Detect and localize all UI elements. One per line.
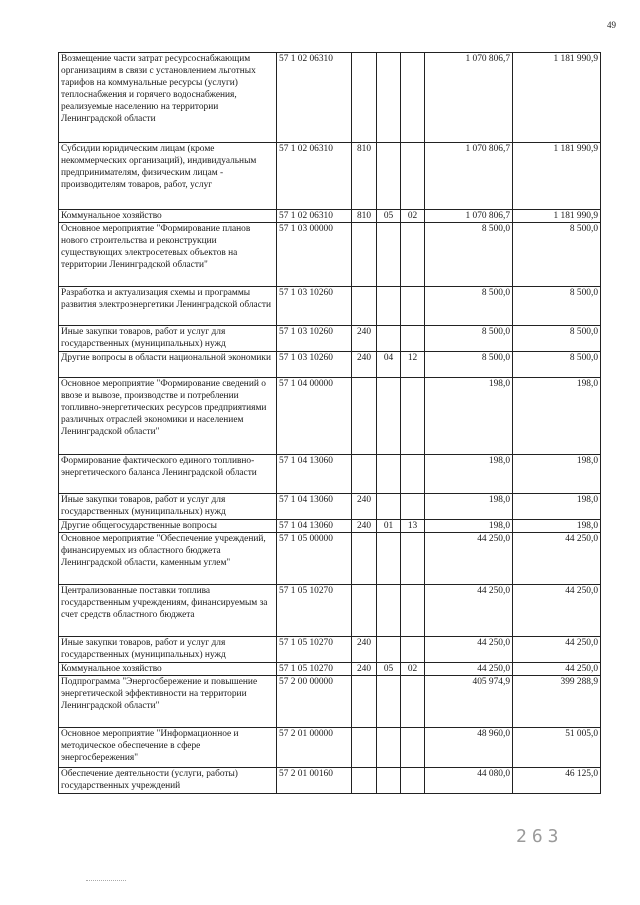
- row-amount-year1: 198,0: [425, 494, 513, 520]
- row-subsection: [401, 585, 425, 637]
- row-subsection: [401, 494, 425, 520]
- table-row: [59, 585, 601, 637]
- row-name: Другие вопросы в области национальной экономики: [59, 352, 277, 378]
- row-amount-year2: 8 500,0: [513, 223, 601, 287]
- row-section: [377, 378, 401, 455]
- table-row: [59, 326, 601, 352]
- table-row: [59, 663, 601, 676]
- row-amount-year2: 1 181 990,9: [513, 143, 601, 210]
- row-subsection: [401, 637, 425, 663]
- row-target-code: 57 2 01 00160: [277, 768, 352, 794]
- budget-table: [58, 52, 601, 794]
- row-amount-year2: 1 181 990,9: [513, 53, 601, 143]
- row-target-code: 57 1 05 10270: [277, 663, 352, 676]
- row-target-code: 57 2 00 00000: [277, 676, 352, 728]
- row-section: [377, 728, 401, 768]
- table-row: [59, 728, 601, 768]
- row-target-code: 57 1 04 13060: [277, 455, 352, 494]
- row-section: [377, 223, 401, 287]
- row-name: Основное мероприятие "Обеспечение учреждений, финансируемых из областного бюджета Ленинградской области, каменным углем": [59, 533, 277, 585]
- row-section: [377, 533, 401, 585]
- row-name: Централизованные поставки топлива государственным учреждениям, финансируемым за счет средств областного бюджета: [59, 585, 277, 637]
- row-amount-year2: 44 250,0: [513, 533, 601, 585]
- row-subsection: 12: [401, 352, 425, 378]
- table-row: [59, 455, 601, 494]
- row-expense-type: [352, 455, 377, 494]
- row-section: [377, 494, 401, 520]
- row-expense-type: 240: [352, 520, 377, 533]
- row-subsection: [401, 287, 425, 326]
- row-target-code: 57 1 02 06310: [277, 210, 352, 223]
- row-expense-type: [352, 533, 377, 585]
- row-section: 05: [377, 663, 401, 676]
- row-amount-year2: 198,0: [513, 494, 601, 520]
- row-target-code: 57 1 04 13060: [277, 520, 352, 533]
- row-section: [377, 637, 401, 663]
- row-subsection: 02: [401, 663, 425, 676]
- row-amount-year2: 51 005,0: [513, 728, 601, 768]
- row-expense-type: [352, 728, 377, 768]
- row-subsection: [401, 533, 425, 585]
- row-expense-type: [352, 378, 377, 455]
- row-subsection: [401, 378, 425, 455]
- row-section: [377, 768, 401, 794]
- row-amount-year1: 1 070 806,7: [425, 53, 513, 143]
- row-amount-year1: 405 974,9: [425, 676, 513, 728]
- row-section: [377, 455, 401, 494]
- footer-marks: [86, 880, 126, 881]
- row-amount-year1: 1 070 806,7: [425, 210, 513, 223]
- row-amount-year2: 8 500,0: [513, 326, 601, 352]
- row-amount-year2: 44 250,0: [513, 585, 601, 637]
- row-subsection: [401, 455, 425, 494]
- row-amount-year2: 8 500,0: [513, 287, 601, 326]
- row-amount-year1: 198,0: [425, 455, 513, 494]
- table-row: [59, 287, 601, 326]
- row-amount-year1: 8 500,0: [425, 287, 513, 326]
- row-expense-type: 240: [352, 494, 377, 520]
- row-name: Формирование фактического единого топливно-энергетического баланса Ленинградской области: [59, 455, 277, 494]
- row-amount-year1: 8 500,0: [425, 223, 513, 287]
- table-row: [59, 378, 601, 455]
- row-target-code: 57 1 04 13060: [277, 494, 352, 520]
- row-name: Основное мероприятие "Информационное и методическое обеспечение в сфере энергосбережения": [59, 728, 277, 768]
- row-amount-year2: 198,0: [513, 378, 601, 455]
- table-row: [59, 533, 601, 585]
- row-expense-type: 810: [352, 210, 377, 223]
- row-amount-year2: 1 181 990,9: [513, 210, 601, 223]
- row-amount-year2: 46 125,0: [513, 768, 601, 794]
- row-amount-year1: 44 250,0: [425, 637, 513, 663]
- row-amount-year2: 44 250,0: [513, 637, 601, 663]
- row-subsection: [401, 223, 425, 287]
- row-section: 01: [377, 520, 401, 533]
- row-expense-type: [352, 676, 377, 728]
- row-amount-year1: 44 250,0: [425, 585, 513, 637]
- row-name: Основное мероприятие "Формирование сведений о ввозе и вывозе, производстве и потреблении топливно-энергетических ресурсов предприятиями различных отраслей экономики и населением Ленинградской области": [59, 378, 277, 455]
- row-amount-year2: 198,0: [513, 455, 601, 494]
- table-row: [59, 494, 601, 520]
- row-target-code: 57 1 02 06310: [277, 143, 352, 210]
- row-section: [377, 326, 401, 352]
- table-row: [59, 637, 601, 663]
- row-expense-type: 240: [352, 326, 377, 352]
- row-target-code: 57 1 04 00000: [277, 378, 352, 455]
- row-amount-year1: 8 500,0: [425, 352, 513, 378]
- row-expense-type: [352, 223, 377, 287]
- row-target-code: 57 1 02 06310: [277, 53, 352, 143]
- row-expense-type: 240: [352, 637, 377, 663]
- row-amount-year1: 44 250,0: [425, 533, 513, 585]
- row-name: Субсидии юридическим лицам (кроме некоммерческих организаций), индивидуальным предпринимателям, физическим лицам - производителям товаров, работ, услуг: [59, 143, 277, 210]
- row-expense-type: [352, 287, 377, 326]
- row-name: Иные закупки товаров, работ и услуг для государственных (муниципальных) нужд: [59, 637, 277, 663]
- table-row: [59, 768, 601, 794]
- row-name: Возмещение части затрат ресурсоснабжающим организациям в связи с установлением льготных тарифов на коммунальные ресурсы (услуги) теплоснабжения и горячего водоснабжения, реализуемые населению на территории Ленинградской области: [59, 53, 277, 143]
- row-section: [377, 143, 401, 210]
- row-amount-year2: 198,0: [513, 520, 601, 533]
- row-amount-year1: 48 960,0: [425, 728, 513, 768]
- row-name: Разработка и актуализация схемы и программы развития электроэнергетики Ленинградской области: [59, 287, 277, 326]
- row-subsection: 13: [401, 520, 425, 533]
- row-amount-year2: 8 500,0: [513, 352, 601, 378]
- row-subsection: [401, 768, 425, 794]
- row-target-code: 57 1 03 00000: [277, 223, 352, 287]
- row-amount-year1: 1 070 806,7: [425, 143, 513, 210]
- row-name: Иные закупки товаров, работ и услуг для государственных (муниципальных) нужд: [59, 326, 277, 352]
- table-row: [59, 352, 601, 378]
- row-name: Коммунальное хозяйство: [59, 663, 277, 676]
- row-name: Подпрограмма "Энергосбережение и повышение энергетической эффективности на территории Ленинградской области": [59, 676, 277, 728]
- row-target-code: 57 1 03 10260: [277, 352, 352, 378]
- row-expense-type: 240: [352, 663, 377, 676]
- table-row: [59, 676, 601, 728]
- row-section: [377, 676, 401, 728]
- row-amount-year2: 44 250,0: [513, 663, 601, 676]
- row-amount-year1: 8 500,0: [425, 326, 513, 352]
- row-subsection: 02: [401, 210, 425, 223]
- table-row: [59, 143, 601, 210]
- row-target-code: 57 2 01 00000: [277, 728, 352, 768]
- row-name: Другие общегосударственные вопросы: [59, 520, 277, 533]
- table-row: [59, 210, 601, 223]
- row-subsection: [401, 53, 425, 143]
- row-target-code: 57 1 03 10260: [277, 287, 352, 326]
- row-subsection: [401, 676, 425, 728]
- table-row: [59, 520, 601, 533]
- row-amount-year1: 44 250,0: [425, 663, 513, 676]
- row-subsection: [401, 326, 425, 352]
- row-amount-year1: 198,0: [425, 378, 513, 455]
- row-name: Обеспечение деятельности (услуги, работы) государственных учреждений: [59, 768, 277, 794]
- page-number: 49: [607, 20, 616, 30]
- row-target-code: 57 1 05 10270: [277, 637, 352, 663]
- row-expense-type: [352, 768, 377, 794]
- row-name: Иные закупки товаров, работ и услуг для государственных (муниципальных) нужд: [59, 494, 277, 520]
- row-section: [377, 585, 401, 637]
- row-section: [377, 287, 401, 326]
- row-expense-type: 240: [352, 352, 377, 378]
- row-target-code: 57 1 03 10260: [277, 326, 352, 352]
- row-section: 04: [377, 352, 401, 378]
- table-row: [59, 223, 601, 287]
- row-amount-year1: 44 080,0: [425, 768, 513, 794]
- row-amount-year2: 399 288,9: [513, 676, 601, 728]
- row-target-code: 57 1 05 00000: [277, 533, 352, 585]
- row-subsection: [401, 728, 425, 768]
- row-section: 05: [377, 210, 401, 223]
- row-name: Основное мероприятие "Формирование планов нового строительства и реконструкции существующих электросетевых объектов на территории Ленинградской области": [59, 223, 277, 287]
- page-stamp: 263: [516, 826, 564, 847]
- row-section: [377, 53, 401, 143]
- row-expense-type: 810: [352, 143, 377, 210]
- table-row: [59, 53, 601, 143]
- row-expense-type: [352, 585, 377, 637]
- row-target-code: 57 1 05 10270: [277, 585, 352, 637]
- row-expense-type: [352, 53, 377, 143]
- row-subsection: [401, 143, 425, 210]
- row-amount-year1: 198,0: [425, 520, 513, 533]
- row-name: Коммунальное хозяйство: [59, 210, 277, 223]
